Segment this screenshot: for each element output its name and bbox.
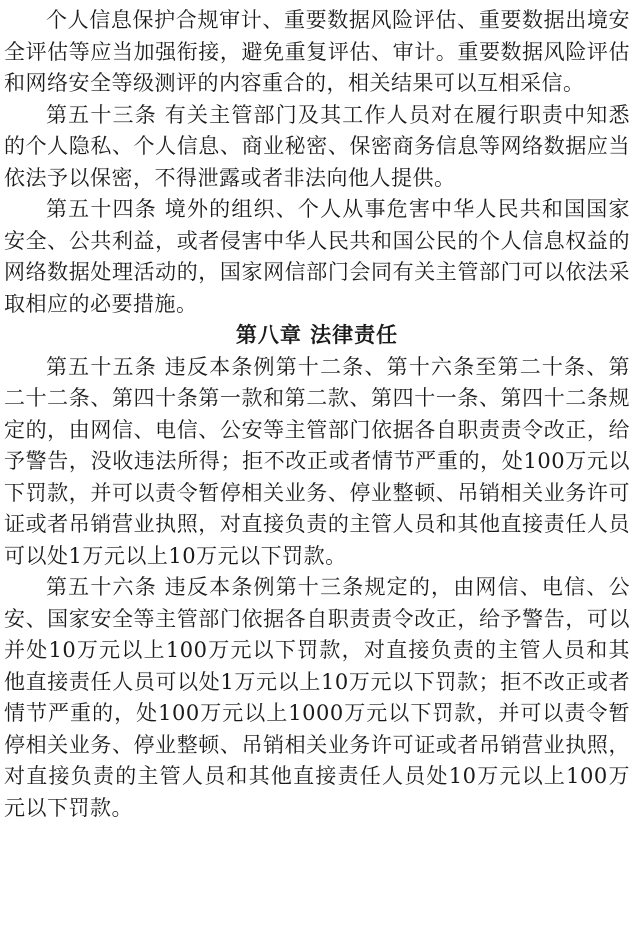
paragraph-article-54: 第五十四条 境外的组织、个人从事危害中华人民共和国国家安全、公共利益，或者侵害中华人民共和国公民的个人信息权益的网络数据处理活动的，国家网信部门会同有关主管部门可以依法采取相应的必要措施。: [4, 197, 630, 316]
paragraph-article-53: 第五十三条 有关主管部门及其工作人员对在履行职责中知悉的个人隐私、个人信息、商业秘密、保密商务信息等网络数据应当依法予以保密，不得泄露或者非法向他人提供。: [4, 102, 630, 190]
paragraph-data-assessment: 个人信息保护合规审计、重要数据风险评估、重要数据出境安全评估等应当加强衔接，避免重复评估、审计。重要数据风险评估和网络安全等级测评的内容重合的，相关结果可以互相采信。: [4, 8, 630, 95]
document-page: [4, 0, 630, 952]
paragraph-article-56: 第五十六条 违反本条例第十三条规定的，由网信、电信、公安、国家安全等主管部门依据各自职责责令改正，给予警告，可以并处10万元以上100万元以下罚款，对直接负责的主管人员和其他直接责任人员可以处1万元以上10万元以下罚款；拒不改正或者情节严重的，处100万元以上1000万元以下罚款，并可以责令暂停相关业务、停业整顿、吊销相关业务许可证或者吊销营业执照，对直接负责的主管人员和其他直接责任人员处10万元以上100万元以下罚款。: [4, 575, 630, 820]
chapter-heading: 第八章 法律责任: [235, 323, 399, 347]
paragraph-article-55: 第五十五条 违反本条例第十二条、第十六条至第二十条、第二十二条、第四十条第一款和第二款、第四十一条、第四十二条规定的，由网信、电信、公安等主管部门依据各自职责责令改正，给予警告，没收违法所得；拒不改正或者情节严重的，处100万元以下罚款，并可以责令暂停相关业务、停业整顿、吊销相关业务许可证或者吊销营业执照，对直接负责的主管人员和其他直接责任人员可以处1万元以上10万元以下罚款。: [4, 354, 630, 568]
